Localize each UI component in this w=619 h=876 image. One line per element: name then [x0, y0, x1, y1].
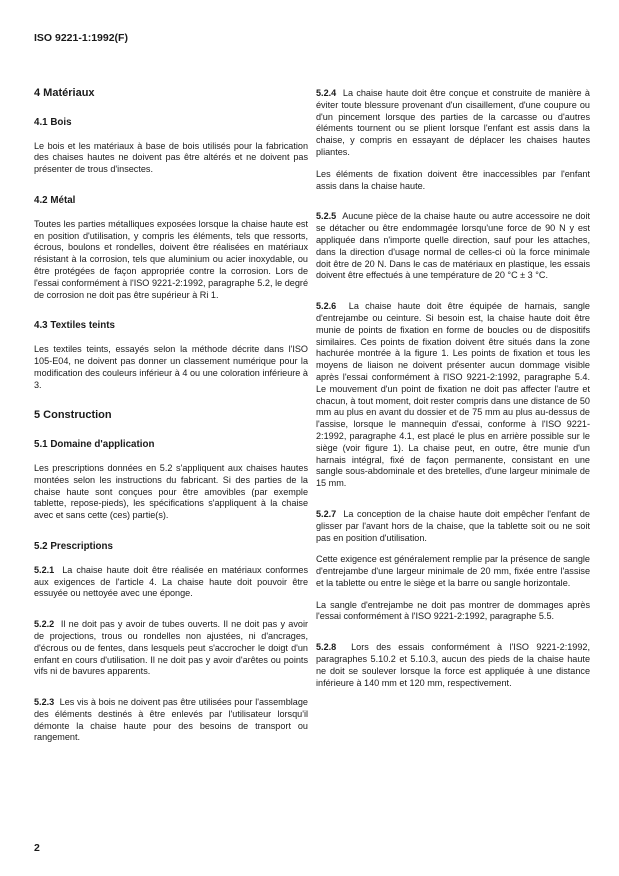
- right-column: [316, 88, 590, 708]
- clause-paragraph: [34, 619, 308, 678]
- clause-paragraph: [316, 642, 590, 689]
- clause-number: 5.2.4: [316, 88, 337, 98]
- paragraph: Toutes les parties métalliques exposées lorsque la chaise haute est en position d'utilisation, y compris les éléments, tels que ressorts, écrous, boulons et rondelles, doivent être réalisées en matériaux résistant à la corrosion, tels que aluminium ou acier inoxydable, ou être protégées de façon appropriée contre la corrosion. Lors de l'essai conformément à l'ISO 9221-2:1992, paragraphe 5.2, le degré de corrosion ne doit pas être supérieur à Ri 1.: [34, 218, 308, 300]
- section-heading: 4 Matériaux: [34, 87, 95, 99]
- clause-text: Les vis à bois ne doivent pas être utilisées pour l'assemblage des éléments destinés à être enlevés par l'utilisateur lorsqu'il démonte la chaise haute pour des besoins de transport ou rangement.: [34, 697, 308, 743]
- clause-number: 5.2.2: [34, 619, 55, 630]
- clause-number: 5.2.7: [316, 508, 337, 519]
- clause-number: 5.2.5: [316, 211, 337, 222]
- paragraph: Cette exigence est généralement remplie par la présence de sangle d'entrejambe d'une largeur minimale de 20 mm, fixée entre l'assise et la tablette ou entre le siège et la barre ou sangle horizontale.: [316, 554, 590, 588]
- paragraph: La sangle d'entrejambe ne doit pas montrer de dommages après l'essai conformément à l'ISO 9221-2:1992, paragraphe 5.5.: [316, 599, 590, 622]
- clause-text: Il ne doit pas y avoir de tubes ouverts. Il ne doit pas y avoir de projections, trous ou rondelles non ajustées, ni d'ancrages, d'écrous ou de fentes, dans lesquels peut s'accrocher le doigt d'un enfant en cours d'utilisation. Il ne doit pas y avoir d'arêtes ou points vifs ni de bavures apparents.: [34, 619, 308, 677]
- paragraph: Le bois et les matériaux à base de bois utilisés pour la fabrication des chaises hautes ne doivent pas être altérés et ne doivent pas présenter de trous d'insectes.: [34, 140, 308, 175]
- clause-text: Lors des essais conformément à l'ISO 9221-2:1992, paragraphes 5.10.2 et 5.10.3, aucun des pieds de la chaise haute ne doit se soulever lorsque la force est appliquée à une distance inférieure à 140 mm et 120 mm, respectivement.: [316, 642, 590, 688]
- document-header: ISO 9221-1:1992(F): [34, 32, 128, 44]
- paragraph: Les éléments de fixation doivent être inaccessibles par l'enfant assis dans la chaise haute.: [316, 168, 590, 191]
- page-number: 2: [34, 842, 40, 854]
- clause-number: 5.2.6: [316, 301, 337, 312]
- left-column: [34, 88, 308, 763]
- clause-text: Aucune pièce de la chaise haute ou autre accessoire ne doit se détacher ou être endommagée lorsqu'une force de 90 N y est appliquée dans n'importe quelle direction, sauf pour les attaches, dans la direction d'usage normal de celles-ci où la force minimale doit être de 20 N. Dans le cas de matériaux en plastique, les essais doivent être effectués à une température de 20 °C ± 3 °C.: [316, 211, 590, 281]
- clause-paragraph: [34, 565, 308, 600]
- clause-paragraph: [316, 509, 590, 544]
- clause-text: La conception de la chaise haute doit empêcher l'enfant de glisser par l'avant hors de la chaise, que la tablette soit ou ne soit pas en position d'utilisation.: [316, 508, 590, 543]
- subsection-heading: 5.2 Prescriptions: [34, 540, 113, 552]
- clause-text: La chaise haute doit être réalisée en matériaux conformes aux exigences de l'article 4. La chaise haute doit pouvoir être essuyée ou nettoyée avec une éponge.: [34, 564, 308, 599]
- clause-number: 5.2.8: [316, 642, 337, 653]
- section-heading: 5 Construction: [34, 409, 112, 422]
- subsection-heading: 4.2 Métal: [34, 194, 76, 206]
- subsection-heading: 4.1 Bois: [34, 116, 72, 128]
- clause-paragraph: [316, 211, 590, 282]
- clause-text: La chaise haute doit être conçue et construite de manière à éviter toute blessure provenant d'un cisaillement, d'une coupure ou d'un pincement lorsque des parties de la carcasse ou d'autres éléments tournent ou se plient lorsque l'enfant est assis dans la chaise, y compris en essayant de déplacer les chaises hautes pliantes.: [316, 88, 590, 157]
- paragraph: Les textiles teints, essayés selon la méthode décrite dans l'ISO 105-E04, ne doivent pas donner un classement numérique pour la modification des couleurs inférieur à 4 ou une coloration inférieure à 3.: [34, 344, 308, 390]
- subsection-heading: 5.1 Domaine d'application: [34, 439, 155, 451]
- paragraph: Les prescriptions données en 5.2 s'appliquent aux chaises hautes montées selon les instructions du fabricant. Si des parties de la chaise haute sont conçues pour être amovibles (par exemple tablette, repose-pieds), les spécifications s'appliquent à la chaise avec et sans cette (ces) partie(s).: [34, 462, 308, 521]
- clause-paragraph: [316, 301, 590, 490]
- clause-paragraph: [316, 88, 590, 159]
- subsection-heading: 4.3 Textiles teints: [34, 320, 115, 332]
- clause-number: 5.2.3: [34, 697, 55, 708]
- clause-paragraph: [34, 697, 308, 744]
- clause-text: La chaise haute doit être équipée de harnais, sangle d'entrejambe ou ceinture. Si besoin est, la chaise haute doit être munie de points de fixation en forme de boucles ou de dispositifs similaires. Ces points de fixation doivent être situés dans la zone hachurée montrée à la figure 1. Les points de fixation et tous les moyens de liaison ne doivent présenter aucun dommage visible après l'essai conformément à l'ISO 9221-2:1992, paragraphe 5.4. Le mouvement d'un point de fixation ne doit pas affecter l'autre et chacun, à tout moment, doit rester compris dans une distance de 50 mm au plus en avant du dossier et de 75 mm au plus au-dessus de l'assise, lorsque le mannequin d'essai, conforme à l'ISO 9221-2:1992, paragraphe 4.1, est placé le plus en arrière possible sur le siège (voir figure 1). La chaise peut, en outre, être munie d'un harnais intégral, fixé de façon permanente, consistant en une sangle sous-abdominale et des bretelles, d'une largeur minimale de 15 mm.: [316, 301, 590, 489]
- clause-number: 5.2.1: [34, 564, 55, 575]
